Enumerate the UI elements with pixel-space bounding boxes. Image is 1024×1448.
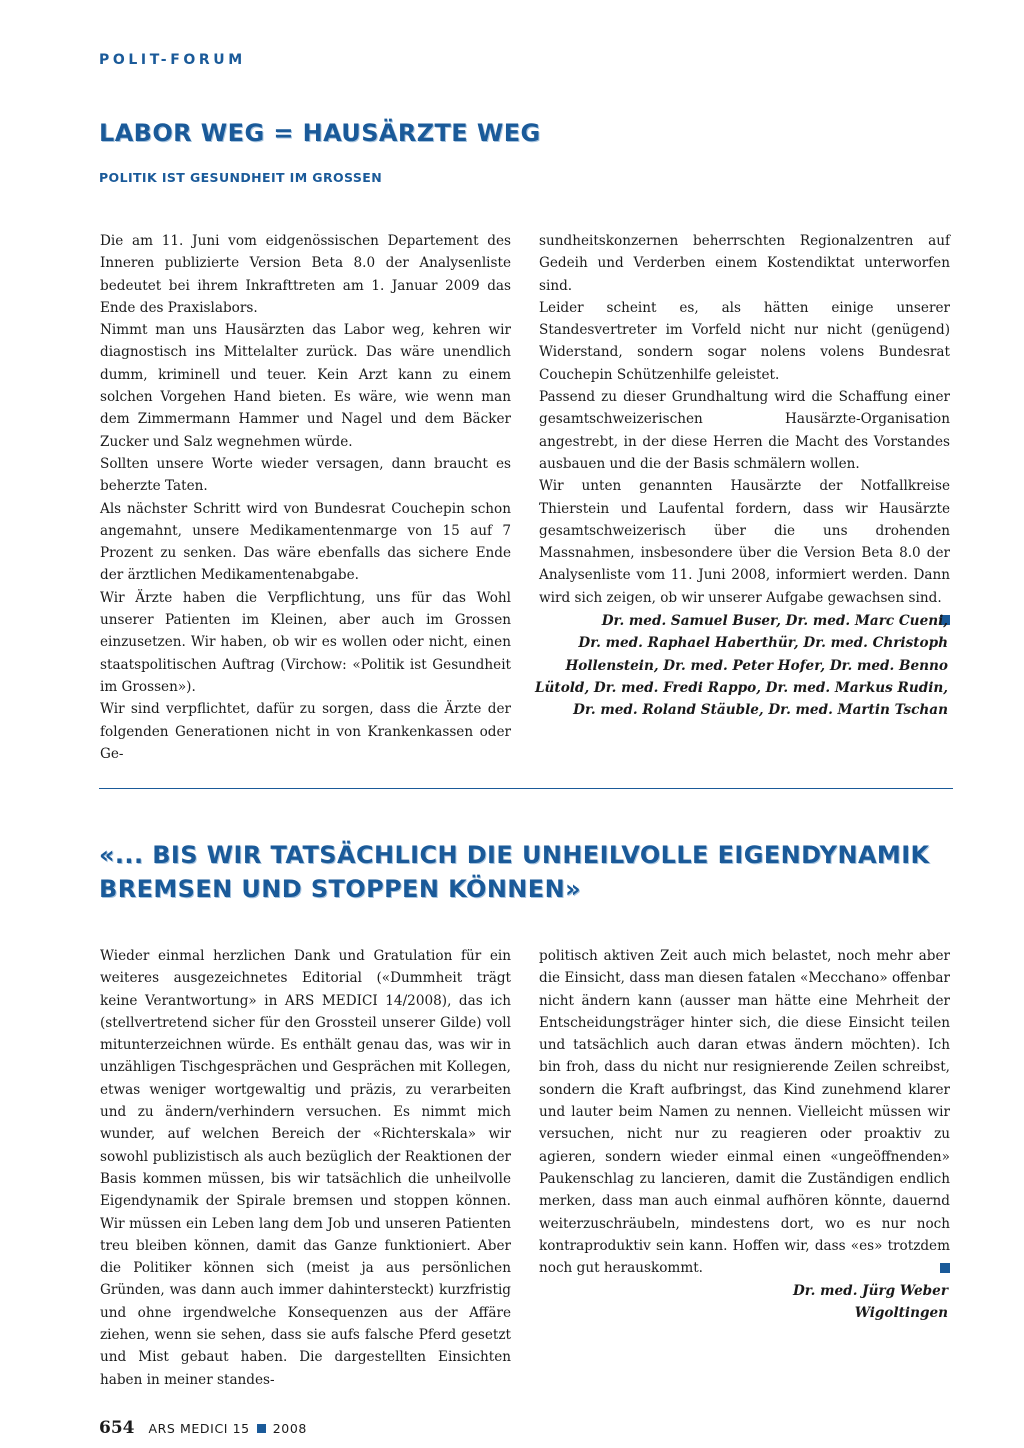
paragraph: Wir unten genannten Hausärzte der Notfallkreise Thierstein und Laufental fordern, dass wir Hausärzte gesamtschweizerisch über die uns drohenden Massnahmen, insbesondere über die Version Beta 8.0 der Analysenliste vom 11. Juni 2008, informiert werden. Dann wird sich zeigen, ob wir unserer Aufgabe gewachsen sind. <box>539 478 950 606</box>
article2-left-column <box>100 945 511 1391</box>
separator-square-icon <box>257 1424 266 1433</box>
paragraph: Als nächster Schritt wird von Bundesrat Couchepin schon angemahnt, unsere Medikamentenmarge von 15 auf 7 Prozent zu senken. Das wäre ebenfalls das sichere Ende der ärztlichen Medikamentenabgabe. <box>100 500 511 584</box>
paragraph-with-end-mark <box>539 945 950 1279</box>
end-of-article-square-icon <box>940 1263 950 1273</box>
paragraph: Die am 11. Juni vom eidgenössischen Departement des Inneren publizierte Version Beta 8.0 der Analysenliste bedeutet bei ihrem Inkrafttreten am 1. Januar 2009 das Ende des Praxislabors. <box>100 233 511 316</box>
signature-line: Dr. med. Samuel Buser, Dr. med. Marc Cueni, <box>601 613 948 629</box>
journal-year: 2008 <box>272 1421 307 1436</box>
article-title: LABOR WEG = HAUSÄRZTE WEG <box>99 119 541 147</box>
signature-line: Hollenstein, Dr. med. Peter Hofer, Dr. med. Benno <box>565 657 948 674</box>
section-label: POLIT-FORUM <box>99 52 246 68</box>
paragraph: Leider scheint es, als hätten einige unserer Standesvertreter im Vorfeld nicht nur nicht (genügend) Widerstand, sondern sogar nolens volens Bundesrat Couchepin Schützenhilfe geleistet. <box>539 299 950 383</box>
article2-title-line: «... BIS WIR TATSÄCHLICH DIE UNHEILVOLLE EIGENDYNAMIK <box>99 841 930 869</box>
article-subtitle: POLITIK IST GESUNDHEIT IM GROSSEN <box>99 170 383 185</box>
article1-left-column <box>100 230 511 765</box>
article2-title <box>99 838 930 906</box>
paragraph: sundheitskonzernen beherrschten Regionalzentren auf Gedeih und Verderben einem Kostendiktat unterworfen sind. <box>539 233 950 294</box>
paragraph-with-end-mark <box>539 475 950 609</box>
signature-name: Dr. med. Jürg Weber <box>792 1283 948 1299</box>
paragraph: Wieder einmal herzlichen Dank und Gratulation für ein weiteres ausgezeichnetes Editorial («Dummheit trägt keine Verantwortung» in ARS MEDICI 14/2008), das ich (stellvertretend sicher für den Grossteil unserer Gilde) voll mitunterzeichnen würde. Es enthält genau das, was wir in unzähligen Tischgesprächen und Gesprächen mit Kollegen, etwas weniger wortgewaltig und präzis, zu verarbeiten und zu ändern/verhindern versuchen. Es nimmt mich wunder, auf welchen Bereich der «Richterskala» wir sowohl publizistisch als auch bezüglich der Reaktionen der Basis kommen müssen, bis wir tatsächlich die unheilvolle Eigendynamik der Spirale bremsen und stoppen können. Wir müssen ein Leben lang dem Job und unseren Patienten treu bleiben können, damit das Ganze funktioniert. Aber die Politiker können sich (meist ja aus persönlichen Gründen, was dann auch immer dahintersteckt) kurzfristig und ohne irgendwelche Konsequenzen aus der Affäre ziehen, wenn sie sehen, dass sie aufs falsche Pferd gesetzt und Mist gebaut haben. Die dargestellten Einsichten haben in meiner standes- <box>100 948 511 1388</box>
paragraph: Sollten unsere Worte wieder versagen, dann braucht es beherzte Taten. <box>100 455 511 495</box>
page-number: 654 <box>99 1418 135 1438</box>
article1-right-column <box>539 230 950 625</box>
article2-right-column <box>539 945 950 1279</box>
signature-place: Wigoltingen <box>854 1305 948 1322</box>
article1-signature <box>528 610 948 721</box>
signature-line: Lütold, Dr. med. Fredi Rappo, Dr. med. Markus Rudin, <box>534 679 948 696</box>
paragraph: Nimmt man uns Hausärzten das Labor weg, kehren wir diagnostisch ins Mittelalter zurück. Das wäre unendlich dumm, kriminell und teuer. Kein Arzt kann zu einem solchen Vorgehen Hand bieten. Es wäre, wie wenn man dem Zimmermann Hammer und Nagel und dem Bäcker Zucker und Salz wegnehmen würde. <box>100 322 511 450</box>
paragraph: Passend zu dieser Grundhaltung wird die Schaffung einer gesamtschweizerischen Hausärzte-Organisation angestrebt, in der diese Herren die Macht des Vorstandes ausbauen und die der Basis schmälern wollen. <box>539 389 950 472</box>
signature-line: Dr. med. Raphael Haberthür, Dr. med. Christoph <box>578 635 948 652</box>
section-divider <box>99 788 953 789</box>
page-footer <box>99 1418 307 1438</box>
article2-signature <box>793 1280 948 1325</box>
paragraph: Wir Ärzte haben die Verpflichtung, uns für das Wohl unserer Patienten im Kleinen, aber auch im Grossen einzusetzen. Wir haben, ob wir es wollen oder nicht, einen staatspolitischen Auftrag (Virchow: «Politik ist Gesundheit im Grossen»). <box>100 589 511 695</box>
paragraph: Wir sind verpflichtet, dafür zu sorgen, dass die Ärzte der folgenden Generationen nicht in von Krankenkassen oder Ge- <box>100 701 511 762</box>
journal-name: ARS MEDICI 15 <box>148 1421 250 1436</box>
article2-title-line: BREMSEN UND STOPPEN KÖNNEN» <box>99 875 581 903</box>
paragraph: politisch aktiven Zeit auch mich belastet, noch mehr aber die Einsicht, dass man diesen fatalen «Mecchano» offenbar nicht ändern kann (ausser man hätte eine Mehrheit der Entscheidungsträger hinter sich, die diese Einsicht teilen und tatsächlich auch daran etwas ändern möchten). Ich bin froh, dass du nicht nur resignierende Zeilen schreibst, sondern die Kraft aufbringst, das Kind zunehmend klarer und lauter beim Namen zu nennen. Vielleicht müssen wir versuchen, nicht nur zu reagieren oder proaktiv zu agieren, sondern wieder einmal einen «ungeöffnenden» Paukenschlag zu lancieren, damit die Zuständigen endlich merken, dass man auch einmal aufhören könnte, dauernd weiterzuschräubeln, mindestens dort, wo es nur noch kontraproduktiv sein kann. Hoffen wir, dass «es» trotzdem noch gut herauskommt. <box>539 948 950 1277</box>
signature-line: Dr. med. Roland Stäuble, Dr. med. Martin Tschan <box>573 702 948 719</box>
